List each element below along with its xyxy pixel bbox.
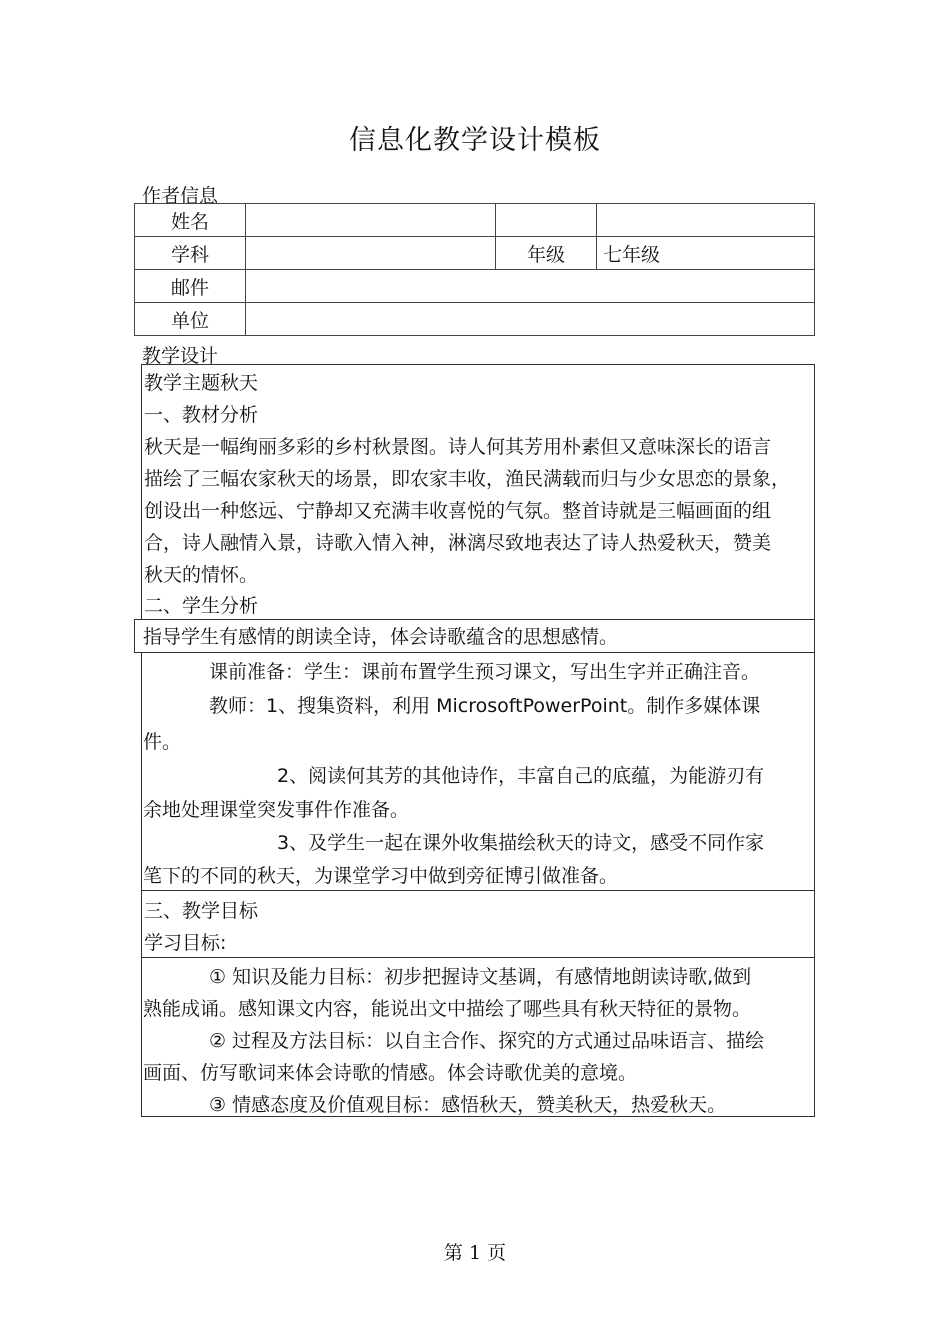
goal-line: 熟能成诵。感知课文内容，能说出文中描绘了哪些具有秋天特征的景物。 — [143, 998, 752, 1020]
name-value — [246, 204, 496, 237]
prep-line: 件。 — [143, 731, 182, 753]
material-line: 秋天的情怀。 — [144, 564, 259, 586]
material-line: 描绘了三幅农家秋天的场景，即农家丰收，渔民满载而归与少女思恋的景象， — [144, 468, 791, 490]
name-label: 姓名 — [135, 204, 246, 237]
page-number: 第 1 页 — [443, 1242, 507, 1264]
unit-label: 单位 — [135, 303, 246, 336]
page-title: 信息化教学设计模板 — [349, 125, 601, 156]
prep-line: 2、阅读何其芳的其他诗作，丰富自己的底蕴，为能游刃有 — [277, 765, 765, 787]
author-section-label: 作者信息 — [142, 185, 219, 207]
email-value — [246, 270, 815, 303]
goal-line: ② 过程及方法目标：以自主合作、探究的方式通过品味语言、描绘 — [209, 1030, 765, 1052]
material-heading: 一、教材分析 — [144, 404, 259, 426]
table-row — [135, 303, 815, 336]
prep-line: 教师：1、搜集资料，利用 MicrosoftPowerPoint。制作多媒体课 — [209, 695, 761, 717]
table-row — [135, 270, 815, 303]
table-row — [135, 204, 815, 237]
theme-line: 教学主题秋天 — [144, 372, 259, 394]
prep-line: 课前准备：学生：课前布置学生预习课文，写出生字并正确注音。 — [209, 661, 761, 683]
unit-value — [246, 303, 815, 336]
design-section-label: 教学设计 — [142, 345, 219, 367]
prep-line: 3、及学生一起在课外收集描绘秋天的诗文，感受不同作家 — [277, 832, 765, 854]
goal-line: ③ 情感态度及价值观目标：感悟秋天，赞美秋天，热爱秋天。 — [209, 1094, 727, 1116]
prep-line: 笔下的不同的秋天，为课堂学习中做到旁征博引做准备。 — [143, 865, 619, 887]
empty-cell — [597, 204, 815, 237]
prep-line: 余地处理课堂突发事件作准备。 — [143, 799, 410, 821]
email-label: 邮件 — [135, 270, 246, 303]
empty-cell — [496, 204, 597, 237]
subject-value — [246, 237, 496, 270]
student-heading: 二、学生分析 — [144, 595, 259, 617]
goal-line: 画面、仿写歌词来体会诗歌的情感。体会诗歌优美的意境。 — [143, 1062, 638, 1084]
grade-label: 年级 — [496, 237, 597, 270]
grade-value: 七年级 — [597, 237, 815, 270]
goals-subheading: 学习目标: — [144, 932, 227, 954]
subject-label: 学科 — [135, 237, 246, 270]
table-row — [135, 237, 815, 270]
material-line: 秋天是一幅绚丽多彩的乡村秋景图。诗人何其芳用朴素但又意味深长的语言 — [144, 436, 772, 458]
goal-line: ① 知识及能力目标：初步把握诗文基调，有感情地朗读诗歌,做到 — [209, 966, 752, 988]
material-line: 合，诗人融情入景，诗歌入情入神，淋漓尽致地表达了诗人热爱秋天，赞美 — [144, 532, 772, 554]
student-line: 指导学生有感情的朗读全诗，体会诗歌蕴含的思想感情。 — [143, 626, 619, 648]
author-info-table — [134, 203, 815, 336]
goals-heading: 三、教学目标 — [144, 900, 259, 922]
material-line: 创设出一种悠远、宁静却又充满丰收喜悦的气氛。整首诗就是三幅画面的组 — [144, 500, 772, 522]
